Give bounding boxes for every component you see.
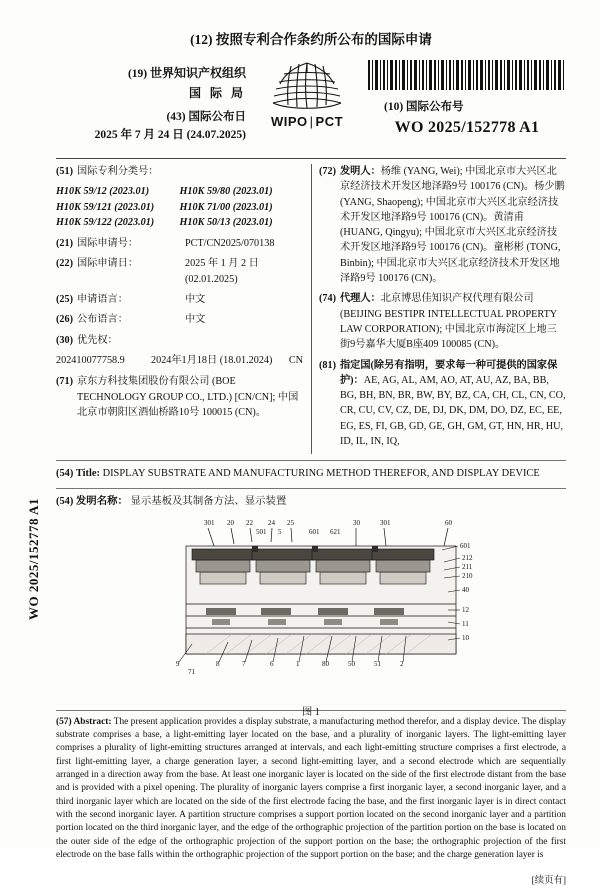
org-tag: (19) — [127, 68, 148, 80]
svg-text:51: 51 — [374, 659, 381, 668]
field-application-number-tag: (21) — [56, 238, 73, 250]
field-designated-states-label: 指定国(除另有指明，要求每一种可提供的国家保护)： — [339, 359, 558, 386]
abstract-text: The present application provides a display substrate, a manufacturing method therefor, and a display device. The display substrate comprises a base, a light-emitting layer located on the base, and a plurality of inorganic layers. The light-emitting layer comprises a plurality of light-emitting structures arranged at intervals, and each light-emitting structure comprises a first electrode, a first light-emitting layer, a charge generation layer, a second light-emitting layer, and a second electrode which are sequentially arranged in a direction away from the base. At least one inorganic layer is located on the side of the first electrode distant from the base and is provided with a pixel opening. The plurality of inorganic layers comprise a first inorganic layer, a second inorganic layer, and a third inorganic layer which are located on the side of the first electrode facing the base, and the first inorganic layer is in direct contact with the second inorganic layer. A partition structure comprises a support portion located on the second inorganic layer and a partition portion located on the third inorganic layer, and the edge of the orthographic projection of the partition portion on the base is located on the outer side of the edge of the orthographic projection of the support portion on the base; the orthographic projection of the first electrode on the base falls within the orthographic projection of the support portion on the base; and the charge generation layer is — [56, 716, 566, 860]
field-applicant-tag: (71) — [56, 376, 73, 388]
svg-text:6: 6 — [270, 659, 274, 668]
field-applicant-text: 京东方科技集团股份有限公司 (BOE TECHNOLOGY GROUP CO., LTD.) [CN/CN]; 中国北京市朝阳区酒仙桥路10号 100015 (CN)。 — [76, 376, 299, 418]
column-divider — [311, 164, 312, 454]
field-ipc-tag: (51) — [56, 166, 73, 177]
divider-top — [56, 158, 566, 159]
svg-text:80: 80 — [322, 659, 329, 668]
svg-text:40: 40 — [462, 585, 469, 594]
ipc-code: H10K 59/80 (2023.01) — [179, 186, 273, 198]
svg-text:212: 212 — [462, 553, 473, 562]
publication-number-block — [368, 60, 566, 137]
figure-1-drawing — [56, 516, 566, 696]
field-application-number — [56, 236, 303, 251]
field-filing-language-value: 中文 — [184, 294, 206, 306]
issuing-office-block — [56, 64, 246, 145]
svg-text:12: 12 — [462, 605, 469, 614]
field-ipc — [56, 164, 303, 179]
title-en-label: Title: — [75, 468, 100, 480]
publication-date-label: (43) 国际公布日 — [166, 111, 246, 124]
bibliographic-data — [56, 164, 566, 454]
biblio-left-column — [56, 164, 311, 454]
wipo-text-left: WIPO — [270, 114, 308, 129]
svg-text:30: 30 — [353, 518, 360, 527]
wipo-globe-icon — [264, 60, 350, 112]
divider-between-titles — [56, 488, 566, 489]
svg-text:2: 2 — [400, 659, 404, 668]
svg-text:210: 210 — [462, 571, 473, 580]
field-publication-language-value: 中文 — [184, 314, 206, 326]
title-block — [56, 466, 566, 509]
field-publication-language-tag: (26) — [56, 314, 73, 326]
publication-date-value: 2025 年 7 月 24 日 (24.07.2025) — [94, 129, 246, 142]
title-en-value: DISPLAY SUBSTRATE AND MANUFACTURING METHOD THEREFOR, AND DISPLAY DEVICE — [102, 468, 540, 480]
svg-text:301: 301 — [204, 518, 215, 527]
field-agent — [319, 291, 566, 352]
figure-caption: 图 1 — [302, 706, 320, 718]
field-priority-label: 优先权： — [76, 334, 118, 346]
page-content — [56, 28, 566, 886]
svg-text:71: 71 — [188, 667, 195, 676]
title-zh-tag: (54) — [56, 495, 74, 507]
svg-text:25: 25 — [287, 518, 294, 527]
spine-publication-number: WO 2025/152778 A1 — [26, 498, 41, 620]
svg-text:5: 5 — [278, 527, 282, 536]
field-filing-date — [56, 256, 303, 287]
svg-text:50: 50 — [348, 659, 355, 668]
field-inventors — [319, 164, 566, 286]
ipc-code: H10K 59/12 (2023.01) — [56, 186, 150, 198]
ipc-code: H10K 59/121 (2023.01) — [56, 201, 155, 213]
field-priority — [56, 333, 303, 348]
title-en-tag: (54) — [56, 468, 74, 480]
svg-text:211: 211 — [462, 562, 473, 571]
barcode — [368, 60, 564, 90]
field-applicant — [56, 374, 303, 420]
field-filing-language-label: 申请语言： — [76, 294, 128, 306]
figure-block — [56, 516, 566, 718]
field-filing-language — [56, 292, 303, 307]
svg-text:60: 60 — [445, 518, 452, 527]
field-filing-language-tag: (25) — [56, 294, 73, 306]
org-name: 世界知识产权组织 — [149, 66, 246, 80]
wipo-logo-block — [252, 60, 362, 129]
priority-row — [56, 353, 303, 368]
svg-text:7: 7 — [242, 659, 246, 668]
field-filing-date-label: 国际申请日： — [76, 258, 139, 270]
field-publication-language-label: 公布语言： — [76, 314, 128, 326]
svg-text:501: 501 — [256, 527, 267, 536]
svg-text:8: 8 — [216, 659, 220, 668]
publication-number-label: (10) 国际公布号 — [384, 101, 464, 113]
svg-text:301: 301 — [380, 518, 391, 527]
abstract-block — [56, 716, 566, 863]
ipc-code-list — [56, 184, 303, 230]
divider-above-title — [56, 460, 566, 461]
publication-number-value: WO 2025/152778 A1 — [394, 119, 540, 136]
field-designated-states-tag: (81) — [318, 359, 336, 371]
priority-country: CN — [288, 354, 303, 366]
wipo-wordmark — [252, 114, 362, 129]
field-inventors-text: 杨维 (YANG, Wei); 中国北京市大兴区北京经济技术开发区地泽路9号 100176 (CN)。杨少鹏 (YANG, Shaopeng); 中国北京市大兴区北京经济技术开发区地泽路9号 100176 (CN)。黄清甫 (HUANG, Qingyu); 中国北京市大兴区北京经济技术开发区地泽路9号 100176 (CN)。童彬彬 (TONG, Binbin); 中国北京市大兴区北京经济技术开发区地泽路9号 100176 (CN)。 — [339, 166, 565, 285]
field-inventors-tag: (72) — [318, 166, 336, 177]
svg-text:9: 9 — [176, 659, 180, 668]
svg-text:20: 20 — [227, 518, 234, 527]
ipc-code: H10K 71/00 (2023.01) — [179, 201, 273, 213]
title-zh-value: 显示基板及其制备方法、显示装置 — [130, 495, 287, 507]
svg-text:1: 1 — [296, 659, 300, 668]
wipo-text-sep: | — [309, 114, 314, 129]
org-bureau: 国 际 局 — [188, 85, 246, 100]
field-agent-label: 代理人： — [339, 293, 381, 305]
continued-note: [续页有] — [531, 876, 566, 886]
kind-of-document-line: (12) 按照专利合作条约所公布的国际申请 — [190, 32, 432, 47]
svg-text:621: 621 — [330, 527, 341, 536]
field-agent-tag: (74) — [318, 293, 336, 305]
abstract-tag: (57) Abstract: — [56, 716, 112, 727]
title-zh-label: 发明名称： — [75, 495, 128, 507]
priority-date: 2024年1月18日 (18.01.2024) — [151, 354, 273, 366]
field-designated-states-text: AE, AG, AL, AM, AO, AT, AU, AZ, BA, BB, BG, BH, BN, BR, BW, BY, BZ, CA, CH, CL, CN, CO, CR, CU, CV, CZ, DE, DJ, DK, DM, DO, DZ, EC, EE, EG, ES, FI, GB, GD, GE, GH, GM, GT, HN, HR, HU, ID, IL, IN, IQ, — [339, 374, 566, 448]
svg-text:601: 601 — [460, 541, 471, 550]
field-application-number-value: PCT/CN2025/070138 — [184, 238, 275, 250]
title-en-line — [56, 466, 566, 482]
priority-number: 202410077758.9 — [56, 354, 125, 366]
field-publication-language — [56, 312, 303, 327]
svg-text:10: 10 — [462, 633, 469, 642]
field-designated-states — [319, 358, 566, 450]
field-application-number-label: 国际申请号： — [76, 238, 139, 250]
svg-text:22: 22 — [246, 518, 253, 527]
svg-text:601: 601 — [309, 527, 320, 536]
title-zh-line — [56, 494, 566, 510]
field-filing-date-value: 2025 年 1 月 2 日 (02.01.2025) — [184, 258, 259, 285]
svg-text:11: 11 — [462, 619, 469, 628]
field-inventors-label: 发明人： — [339, 166, 381, 177]
field-priority-tag: (30) — [56, 334, 73, 346]
field-filing-date-tag: (22) — [56, 258, 73, 270]
biblio-right-column — [319, 164, 566, 454]
field-agent-text: 北京博思佳知识产权代理有限公司 (BEIJING BESTIPR INTELLECTUAL PROPERTY LAW CORPORATION); 中国北京市海淀区上地三街9号嘉华大厦B座409 100085 (CN)。 — [339, 293, 557, 351]
field-ipc-label: 国际专利分类号： — [76, 166, 159, 177]
header-block — [56, 60, 566, 152]
wipo-text-right: PCT — [315, 114, 344, 129]
ipc-code: H10K 59/122 (2023.01) — [56, 216, 155, 228]
svg-text:24: 24 — [268, 518, 275, 527]
ipc-code: H10K 50/13 (2023.01) — [179, 216, 273, 228]
